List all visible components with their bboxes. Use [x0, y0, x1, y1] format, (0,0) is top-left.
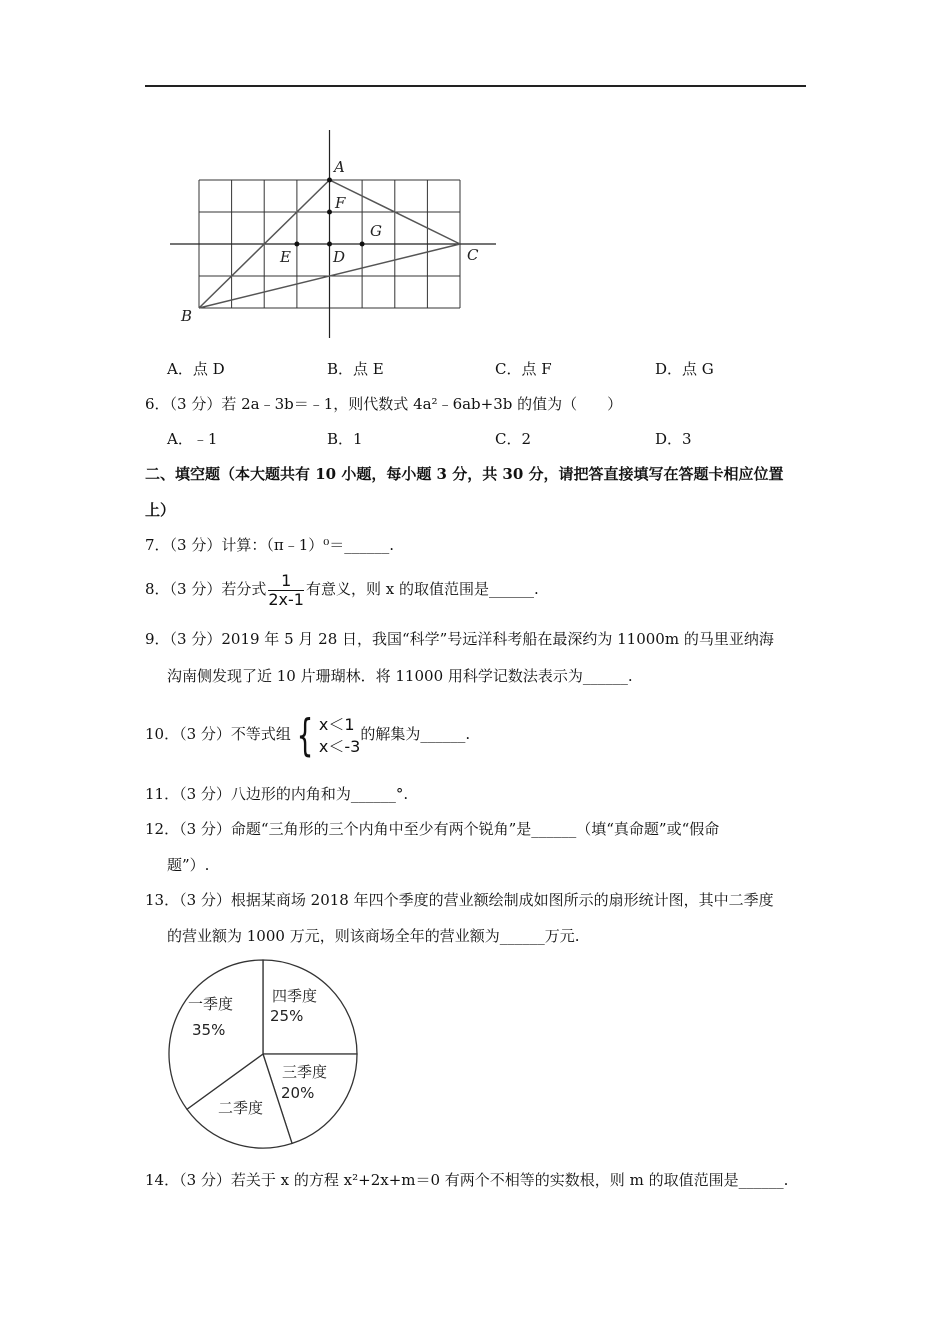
axes — [170, 130, 496, 338]
q5-option-a: A．点 D — [167, 360, 225, 378]
q10-row2: x＜-3 — [318, 736, 361, 756]
q12-line1: 12．（3 分）命题“三角形的三个内角中至少有两个锐角”是______（填“真命题”或“假命 — [145, 820, 720, 838]
q8-line — [145, 569, 539, 609]
section2-heading-line1: 二、填空题（本大题共有 10 小题，每小题 3 分，共 30 分，请把答直接填写在答题卡相应位置 — [145, 465, 784, 483]
label-b: B — [181, 307, 193, 325]
pie-slices — [169, 960, 357, 1148]
pie-label-q3-pct: 20% — [281, 1084, 315, 1102]
q9-line1: 9．（3 分）2019 年 5 月 28 日，我国“科学”号远洋科考船在最深约为 11000m 的马里亚纳海 — [145, 630, 774, 648]
q5-option-d: D．点 G — [655, 360, 714, 378]
q10-prefix: 10．（3 分）不等式组 — [145, 725, 291, 743]
q6-option-c: C．2 — [495, 430, 532, 448]
q8-fraction — [268, 572, 304, 609]
section2-heading-line2: 上） — [145, 501, 176, 519]
q5-option-c: C．点 F — [495, 360, 552, 378]
q12-line2: 题”）. — [167, 856, 210, 874]
q9-line2: 沟南侧发现了近 10 片珊瑚林．将 11000 用科学记数法表示为______. — [167, 667, 633, 685]
pie-label-q1-name: 一季度 — [188, 995, 234, 1013]
q8-numerator: 1 — [268, 572, 304, 591]
q13-line2: 的营业额为 1000 万元，则该商场全年的营业额为______万元. — [167, 927, 580, 945]
grid-figure — [0, 120, 950, 480]
label-d: D — [333, 248, 346, 266]
pie-label-q1-pct: 35% — [192, 1021, 226, 1039]
header-rule — [145, 85, 806, 87]
label-g: G — [370, 222, 382, 240]
q13-line1: 13．（3 分）根据某商场 2018 年四个季度的营业额绘制成如图所示的扇形统计图，其中二季度 — [145, 891, 774, 909]
q10-suffix: 的解集为______. — [360, 725, 471, 743]
pie-label-q3-name: 三季度 — [282, 1063, 328, 1081]
q5-option-b: B．点 E — [327, 360, 384, 378]
pie-label-q2-name: 二季度 — [218, 1099, 264, 1117]
q8-denominator: 2x-1 — [268, 589, 304, 609]
q8-suffix: 有意义，则 x 的取值范围是______. — [305, 580, 539, 598]
label-a: A — [334, 158, 345, 176]
q7-text: 7．（3 分）计算：（π﹣1）⁰＝______. — [145, 536, 395, 554]
q11-text: 11．（3 分）八边形的内角和为______°. — [145, 785, 409, 803]
q6-option-d: D．3 — [655, 430, 692, 448]
label-c: C — [467, 246, 479, 264]
label-f: F — [335, 194, 346, 212]
q10-row1: x＜1 — [318, 714, 355, 734]
label-e: E — [280, 248, 291, 266]
q6-text: 6．（3 分）若 2a﹣3b＝﹣1，则代数式 4a²﹣6ab+3b 的值为（ ） — [145, 395, 623, 413]
pie-label-q4-name: 四季度 — [272, 987, 318, 1005]
brace-icon: { — [296, 709, 314, 761]
pie-label-q4-pct: 25% — [270, 1007, 304, 1025]
q10-line — [145, 710, 470, 759]
q10-inequality-system — [291, 711, 360, 759]
pie-chart — [164, 955, 364, 1155]
q6-option-b: B．1 — [327, 430, 363, 448]
q6-option-a: A．﹣1 — [167, 430, 218, 448]
q14-text: 14．（3 分）若关于 x 的方程 x²+2x+m＝0 有两个不相等的实数根，则 m 的取值范围是______. — [145, 1171, 789, 1189]
q8-prefix: 8．（3 分）若分式 — [145, 580, 267, 598]
